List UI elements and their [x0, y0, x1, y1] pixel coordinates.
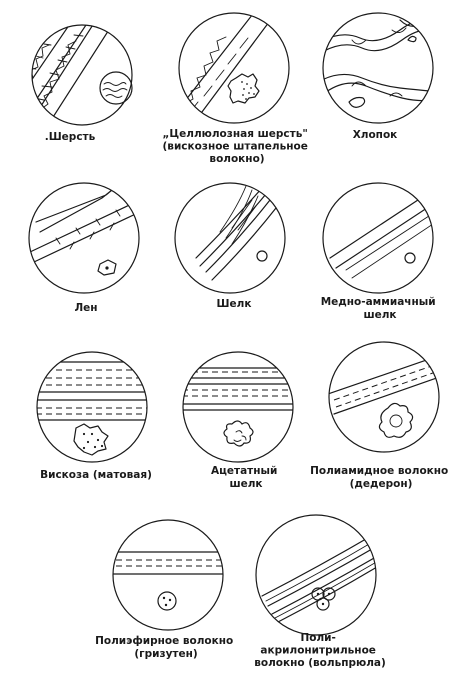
panel-polyamide	[328, 342, 448, 452]
panel-cupro	[323, 183, 436, 293]
panel-polyester	[108, 520, 228, 630]
label-silk: Шелк	[216, 298, 252, 310]
panel-polyacrylonitrile	[256, 515, 392, 635]
panel-viscose-matte	[30, 352, 154, 462]
panel-viscose-staple	[178, 10, 289, 123]
label-wool: .Шерсть	[44, 131, 96, 143]
cupro-fiber-drawing	[330, 196, 436, 278]
flax-fiber-drawing	[30, 190, 144, 262]
viscose-matte-cross-section	[74, 424, 108, 455]
polyester-cross-section	[158, 592, 176, 610]
cupro-view-circle	[323, 183, 433, 293]
panel-wool	[18, 15, 132, 125]
panel-cotton	[320, 13, 440, 123]
acetate-cross-section	[224, 421, 253, 446]
silk-fiber-drawing	[196, 186, 276, 280]
label-polyester: Полиэфирное волокно (гризутен)	[95, 635, 234, 660]
viscose-matte-view-circle	[37, 352, 147, 462]
polyamide-cross-section	[379, 403, 412, 437]
label-polyamide: Полиамидное волокно (дедерон)	[310, 465, 449, 490]
cotton-fiber-drawing	[320, 20, 440, 101]
polyester-view-circle	[113, 520, 223, 630]
silk-cross-section	[257, 251, 267, 261]
acetate-fiber-drawing	[176, 368, 300, 410]
cotton-view-circle	[323, 13, 433, 123]
cupro-cross-section	[405, 253, 415, 263]
panel-flax	[29, 183, 144, 293]
polyamide-fiber-drawing	[328, 354, 448, 414]
flax-cross-section	[98, 260, 116, 275]
panel-silk	[175, 183, 285, 293]
label-cupro: Медно-аммиачный шелк	[320, 296, 436, 321]
label-polyacrylonitrile: Поли- акрилонитрильное волокно (вольпрюла)	[254, 632, 386, 669]
wool-view-circle	[32, 25, 132, 125]
polyacrylonitrile-view-circle	[256, 515, 376, 635]
viscose-matte-fiber-drawing	[30, 362, 154, 420]
label-viscose-staple: „Целлюлозная шерсть" (вискозное штапельное волокно)	[162, 128, 308, 165]
label-acetate: Ацетатный шелк	[210, 465, 278, 490]
polyester-fiber-drawing	[108, 552, 228, 574]
label-viscose-matte: Вискоза (матовая)	[40, 469, 152, 481]
viscose-staple-cross-section	[228, 74, 259, 103]
wool-cross-section	[100, 72, 132, 104]
label-flax: Лен	[74, 302, 98, 314]
silk-view-circle	[175, 183, 285, 293]
label-cotton: Хлопок	[352, 129, 398, 141]
panel-acetate	[176, 352, 300, 462]
